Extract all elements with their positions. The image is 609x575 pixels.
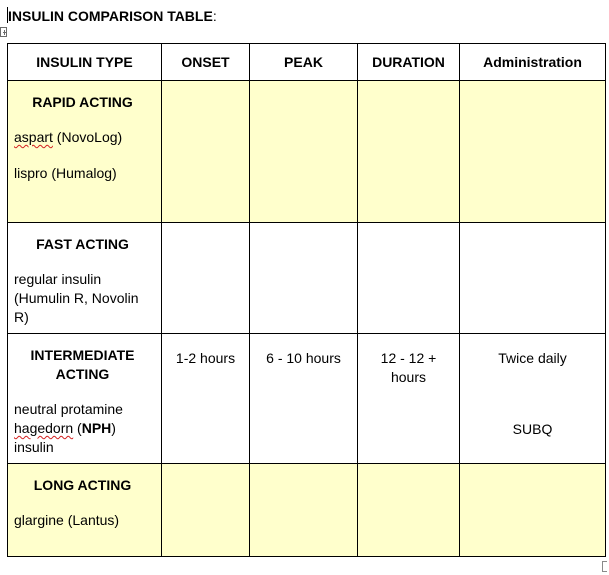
cell-insulin-type[interactable] [8,81,162,223]
administration-frequency: Twice daily [498,350,567,366]
header-peak: PEAK [250,44,358,81]
cell-administration[interactable] [460,464,606,557]
spellcheck-word: aspart [14,129,53,145]
header-onset: ONSET [162,44,250,81]
cell-administration[interactable] [460,334,606,464]
spellcheck-word: hagedorn [14,420,74,436]
category-label: INTERMEDIATE ACTING [30,347,135,382]
cell-peak[interactable] [250,81,358,223]
insulin-name: lispro (Humalog) [14,165,117,181]
insulin-comparison-table [7,43,606,557]
cell-insulin-type[interactable] [8,464,162,557]
header-administration: Administration [460,44,606,81]
insulin-name: neutral protamine hagedorn (NPH) insulin [14,401,123,455]
cell-insulin-type[interactable] [8,334,162,464]
cell-duration[interactable]: 12 - 12 + hours [358,334,460,464]
document-title [8,6,217,26]
insulin-name: aspart (NovoLog) [14,129,123,145]
cell-insulin-type[interactable] [8,223,162,334]
cell-onset[interactable] [162,223,250,334]
table-resize-handle-icon[interactable] [602,561,607,572]
header-duration: DURATION [358,44,460,81]
cell-administration[interactable] [460,81,606,223]
insulin-name: regular insulin (Humulin R, Novolin R) [14,271,139,325]
document-title-text: INSULIN COMPARISON TABLE [8,8,213,24]
table-move-handle-icon[interactable] [0,27,7,37]
administration-route: SUBQ [512,421,553,437]
category-label: FAST ACTING [36,236,129,252]
cell-peak[interactable]: 6 - 10 hours [250,334,358,464]
cell-onset[interactable] [162,81,250,223]
cell-onset[interactable] [162,464,250,557]
category-label: LONG ACTING [33,477,132,493]
table-row-long-acting [8,464,606,557]
category-label: RAPID ACTING [32,94,133,110]
document-title-suffix: : [212,8,217,24]
header-insulin-type: INSULIN TYPE [8,44,162,81]
cell-duration[interactable] [358,223,460,334]
table-row-intermediate-acting [8,334,606,464]
cell-duration[interactable] [358,81,460,223]
table-row-fast-acting [8,223,606,334]
cell-peak[interactable] [250,223,358,334]
cell-duration[interactable] [358,464,460,557]
cell-onset[interactable]: 1-2 hours [162,334,250,464]
insulin-name: glargine (Lantus) [14,512,120,528]
table-header-row [8,44,606,81]
table-row-rapid-acting [8,81,606,223]
cell-administration[interactable] [460,223,606,334]
cell-peak[interactable] [250,464,358,557]
